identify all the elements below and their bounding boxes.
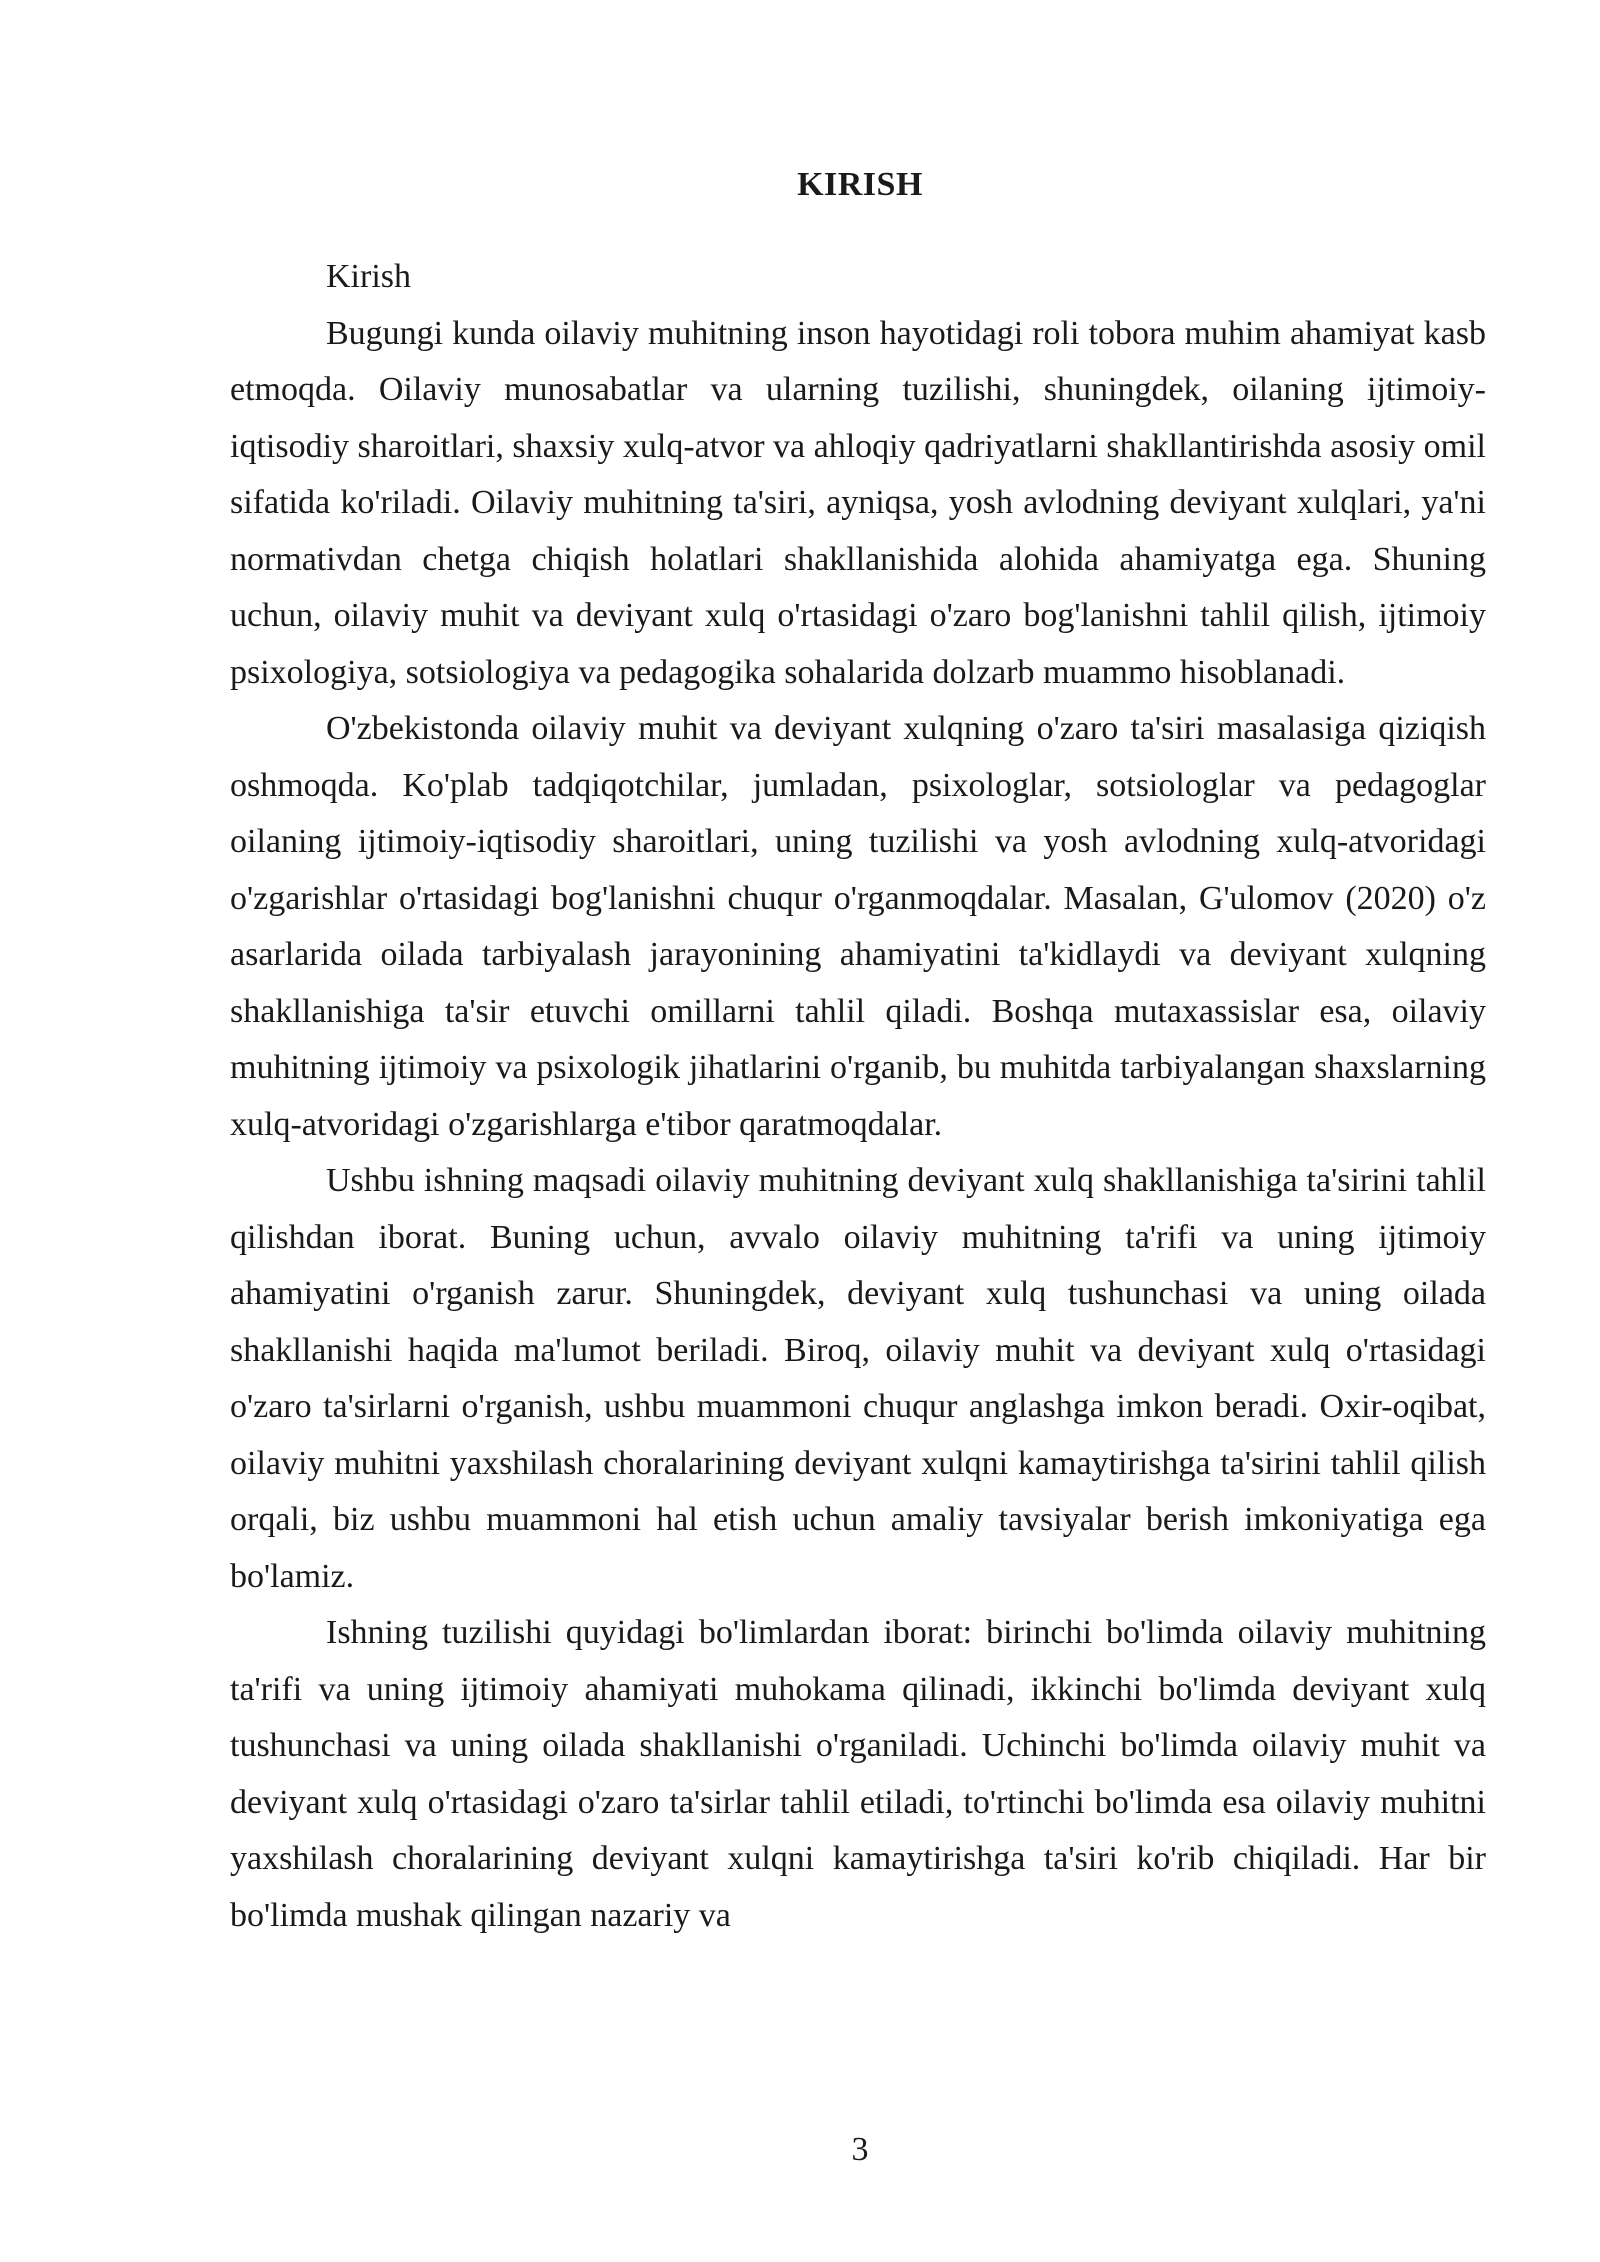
paragraph-3: Ushbu ishning maqsadi oilaviy muhitning deviyant xulq shakllanishiga ta'sirini tahlil qilishdan iborat. Buning uchun, avvalo oilaviy muhitning ta'rifi va uning ijtimoiy ahamiyatini o'rganish zarur. Shuningdek, deviyant xulq tushunchasi va uning oilada shakllanishi haqida ma'lumot beriladi. Biroq, oilaviy muhit va deviyant xulq o'rtasidagi o'zaro ta'sirlarni o'rganish, ushbu muammoni chuqur anglashga imkon beradi. Oxir-oqibat, oilaviy muhitni yaxshilash choralarining deviyant xulqni kamaytirishga ta'sirini tahlil qilish orqali, biz ushbu muammoni hal etish uchun amaliy tavsiyalar berish imkoniyatiga ega bo'lamiz. bbox=[230, 1162, 1486, 1595]
page-number: 3 bbox=[851, 2131, 869, 2168]
paragraph-2: O'zbekistonda oilaviy muhit va deviyant xulqning o'zaro ta'siri masalasiga qiziqish oshmoqda. Ko'plab tadqiqotchilar, jumladan, psixologlar, sotsiologlar va pedagoglar oilaning ijtimoiy-iqtisodiy sharoitlari, uning tuzilishi va yosh avlodning xulq-atvoridagi o'zgarishlar o'rtasidagi bog'lanishni chuqur o'rganmoqdalar. Masalan, G'ulomov (2020) o'z asarlarida oilada tarbiyalash jarayonining ahamiyatini ta'kidlaydi va deviyant xulqning shakllanishiga ta'sir etuvchi omillarni tahlil qiladi. Boshqa mutaxassislar esa, oilaviy muhitning ijtimoiy va psixologik jihatlarini o'rganib, bu muhitda tarbiyalangan shaxslarning xulq-atvoridagi o'zgarishlarga e'tibor qaratmoqdalar. bbox=[230, 710, 1486, 1143]
paragraph-4: Ishning tuzilishi quyidagi bo'limlardan iborat: birinchi bo'limda oilaviy muhitning ta'rifi va uning ijtimoiy ahamiyati muhokama qilinadi, ikkinchi bo'limda deviyant xulq tushunchasi va uning oilada shakllanishi o'rganiladi. Uchinchi bo'limda oilaviy muhit va deviyant xulq o'rtasidagi o'zaro ta'sirlar tahlil etiladi, to'rtinchi bo'limda esa oilaviy muhitni yaxshilash choralarining deviyant xulqni kamaytirishga ta'siri ko'rib chiqiladi. Har bir bo'limda mushak qilingan nazariy va bbox=[230, 1614, 1486, 1934]
page-title: KIRISH bbox=[797, 166, 923, 203]
paragraph-1: Bugungi kunda oilaviy muhitning inson hayotidagi roli tobora muhim ahamiyat kasb etmoqda. Oilaviy munosabatlar va ularning tuzilishi, shuningdek, oilaning ijtimoiy-iqtisodiy sharoitlari, shaxsiy xulq-atvor va ahloqiy qadriyatlarni shakllantirishda asosiy omil sifatida ko'riladi. Oilaviy muhitning ta'siri, ayniqsa, yosh avlodning deviyant xulqlari, ya'ni normativdan chetga chiqish holatlari shakllanishida alohida ahamiyatga ega. Shuning uchun, oilaviy muhit va deviyant xulq o'rtasidagi o'zaro bog'lanishni tahlil qilish, ijtimoiy psixologiya, sotsiologiya va pedagogika sohalarida dolzarb muammo hisoblanadi. bbox=[230, 314, 1486, 691]
section-subheading: Kirish bbox=[326, 258, 411, 295]
document-body bbox=[230, 249, 1486, 1944]
